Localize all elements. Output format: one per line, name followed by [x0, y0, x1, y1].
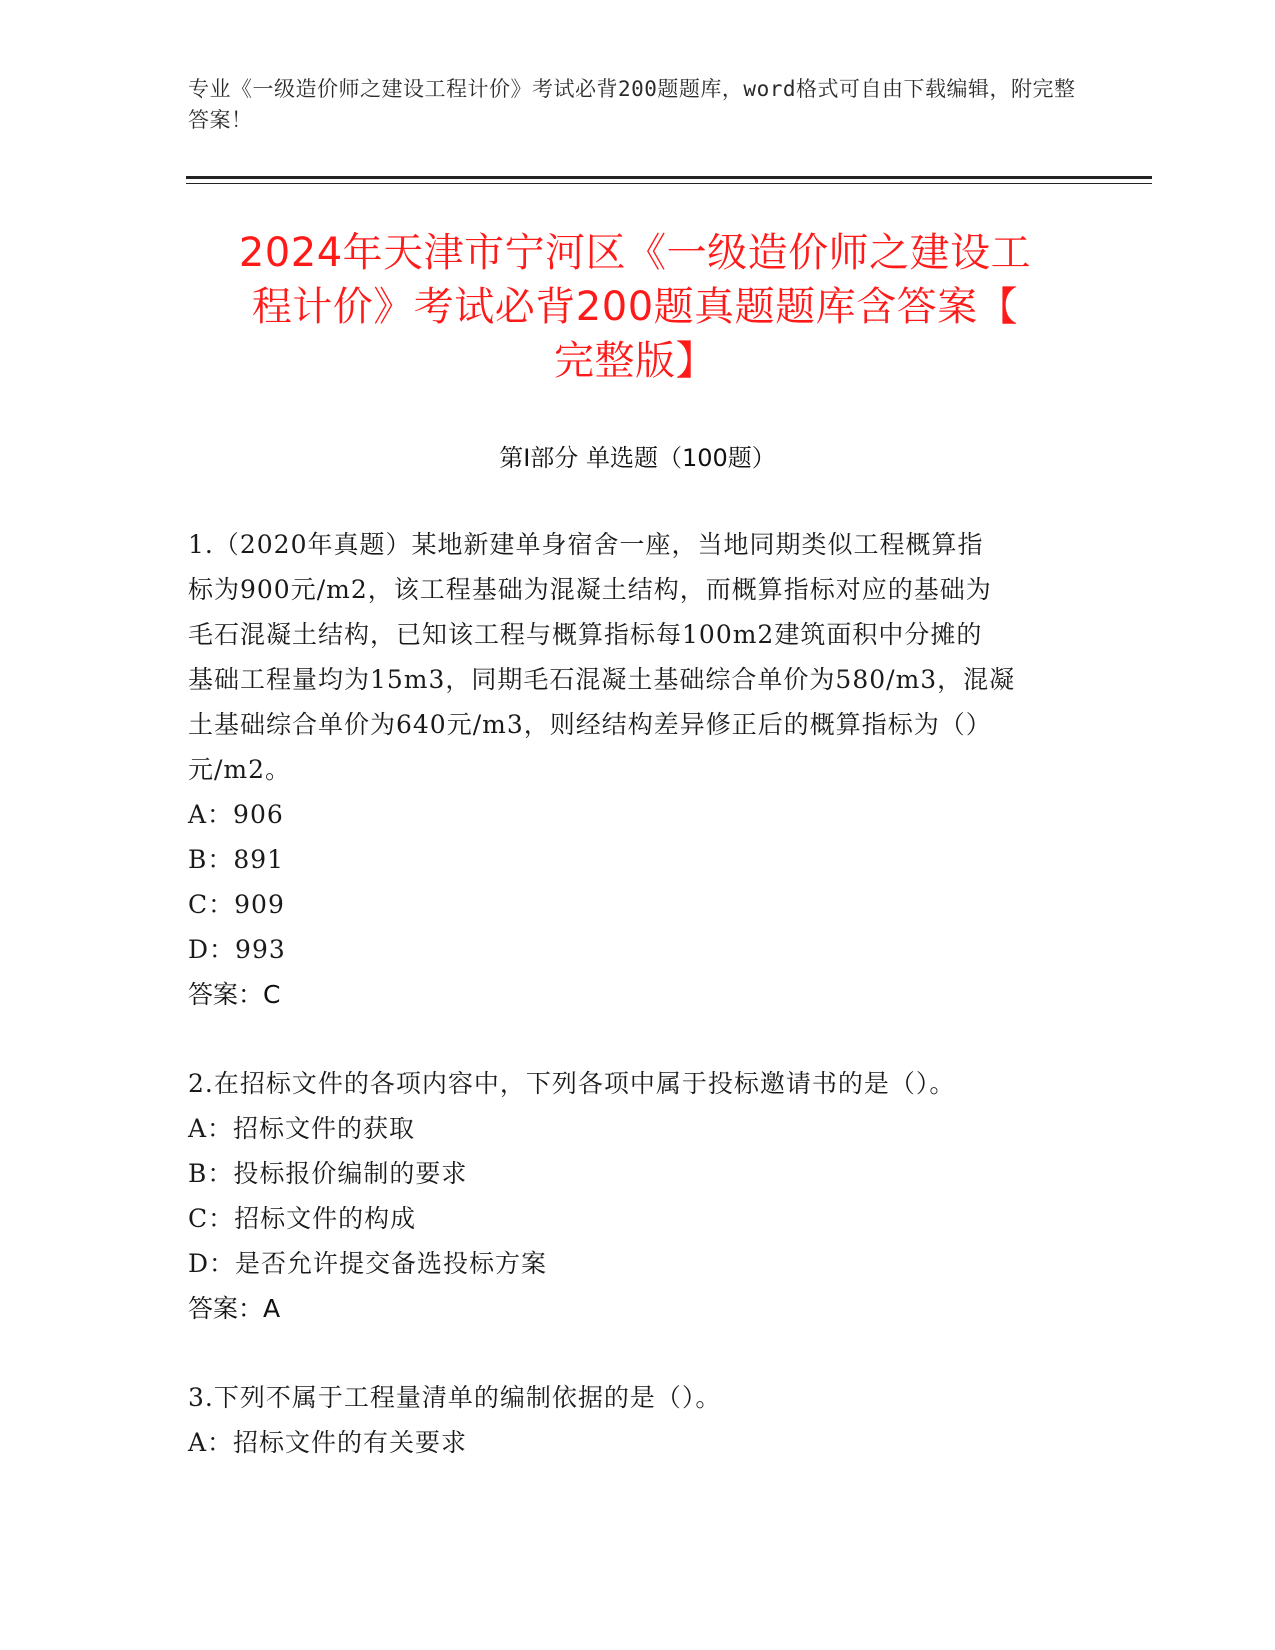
option-c: C：909 — [188, 890, 285, 919]
option-c: C：招标文件的构成 — [188, 1204, 417, 1233]
question-2 — [188, 1061, 1068, 1331]
header-note: 专业《一级造价师之建设工程计价》考试必背200题题库，word格式可自由下载编辑，附完整答案！ — [188, 77, 1076, 132]
header-rule-thick — [186, 176, 1152, 179]
question-3 — [188, 1375, 1068, 1465]
option-b: B：投标报价编制的要求 — [188, 1159, 468, 1188]
option-d: D：是否允许提交备选投标方案 — [188, 1249, 548, 1278]
title-line: 完整版】 — [554, 338, 716, 384]
stem-line: 标为900元/m2，该工程基础为混凝土结构，而概算指标对应的基础为 — [188, 575, 992, 604]
option-b: B：891 — [188, 845, 285, 874]
question-1 — [188, 522, 1068, 1017]
stem-line: 基础工程量均为15m3，同期毛石混凝土基础综合单价为580/m3，混凝 — [188, 665, 1016, 694]
question-stem — [188, 522, 1068, 792]
title-line: 2024年天津市宁河区《一级造价师之建设工 — [238, 230, 1032, 276]
title-line: 程计价》考试必背200题真题题库含答案【 — [251, 284, 1019, 330]
option-d: D：993 — [188, 935, 286, 964]
question-list — [188, 522, 1068, 1509]
stem-line: 1.（2020年真题）某地新建单身宿舍一座，当地同期类似工程概算指 — [188, 530, 984, 559]
stem-line: 2.在招标文件的各项内容中，下列各项中属于投标邀请书的是（）。 — [188, 1069, 956, 1098]
stem-line: 3.下列不属于工程量清单的编制依据的是（）。 — [188, 1383, 722, 1412]
option-a: A：招标文件的获取 — [188, 1114, 416, 1143]
stem-line: 毛石混凝土结构，已知该工程与概算指标每100m2建筑面积中分摊的 — [188, 620, 983, 649]
stem-line: 土基础综合单价为640元/m3，则经结构差异修正后的概算指标为（） — [188, 710, 992, 739]
answer: 答案：C — [188, 980, 281, 1009]
option-a: A：招标文件的有关要求 — [188, 1428, 468, 1457]
document-title — [180, 226, 1090, 388]
option-a: A：906 — [188, 800, 284, 829]
section-title: 第I部分 单选题（100题） — [499, 444, 776, 472]
answer: 答案：A — [188, 1294, 281, 1323]
header-rule-thin — [186, 183, 1152, 184]
question-stem — [188, 1061, 1068, 1106]
question-stem — [188, 1375, 1068, 1420]
stem-line: 元/m2。 — [188, 755, 292, 784]
